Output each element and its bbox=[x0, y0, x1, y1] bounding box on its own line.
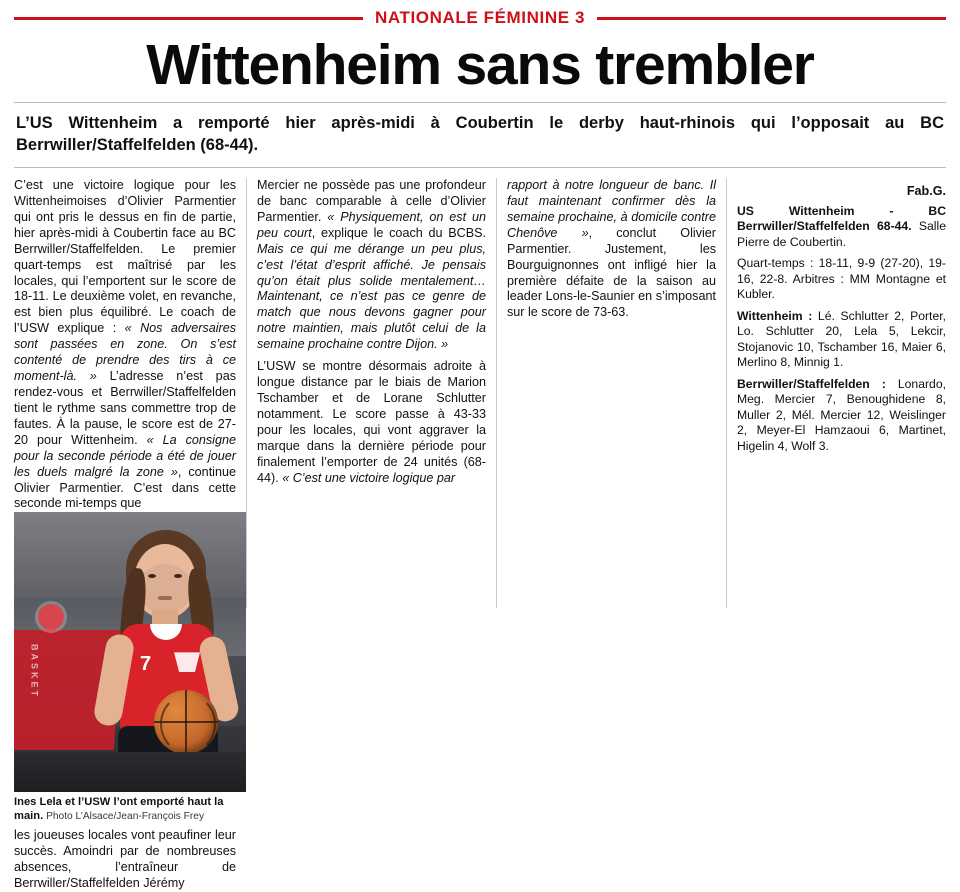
paragraph-2-1 bbox=[257, 178, 486, 353]
player-mouth bbox=[158, 596, 172, 600]
text-3-1: , conclut Olivier Parmentier. Justement, les Bourguignonnes ont infligé hier la première défaite de la saison au leader Lons-le-Saunier en s’imposant sur le score de 73-63. bbox=[507, 225, 716, 320]
quote-1-2: « La consigne pour la seconde période a été de jouer les duels malgré la zone » bbox=[14, 432, 236, 479]
jersey-number: 7 bbox=[140, 653, 152, 676]
boxscore-team-2-players: Lonardo, Meg. Mercier 7, Benoughidene 8, Muller 2, Mél. Mercier 12, Weislinger 2, Meyer-El Hamzaoui 6, Martinet, Higelin 4, Wolf 3. bbox=[737, 376, 946, 453]
article-columns bbox=[14, 178, 946, 890]
boxscore-team-1-label: Wittenheim : bbox=[737, 308, 813, 323]
paragraph-1-2: les joueuses locales vont peaufiner leur succès. Amoindri par de nombreuses absences, l’entraîneur de Berrwiller/Staffelfelden Jérémy bbox=[14, 828, 236, 890]
boxscore-details: Quart-temps : 18-11, 9-9 (27-20), 19-16, 22-8. Arbitres : MM Montagne et Kubler. bbox=[737, 256, 946, 302]
kicker-rule-left bbox=[14, 17, 363, 20]
boxscore bbox=[737, 204, 946, 454]
paragraph-1-1 bbox=[14, 178, 236, 512]
quote-1-1: « Nos adversaires sont passées en zone. On s’est contenté de prendre des tirs à ce moment-là. » bbox=[14, 321, 236, 384]
photo-caption bbox=[14, 796, 246, 824]
page-title: Wittenheim sans trembler bbox=[146, 33, 814, 97]
boxscore-result bbox=[737, 204, 946, 250]
headline-divider bbox=[14, 102, 946, 103]
kicker-label: NATIONALE FÉMININE 3 bbox=[374, 8, 586, 27]
boxscore-team-2-label: Berrwiller/Staffelfelden : bbox=[737, 376, 886, 391]
category-kicker bbox=[14, 8, 946, 28]
boxscore-venue: Salle Pierre de Coubertin. bbox=[737, 219, 946, 249]
quote-3-1: rapport à notre longueur de banc. Il faut maintenant confirmer dès la semaine prochaine, à domicile contre Chenôve » bbox=[507, 178, 716, 240]
quote-2-2: Mais ce qui me dérange un peu plus, c’est l’état d’esprit affiché. Je pensais qu’on était plus solide mentalement… Maintenant, ce n’est pas ce genre de match que nous devons gagner pour notre maintien, mais plutôt celui de la semaine prochaine contre Dijon. » bbox=[257, 241, 486, 352]
boxscore-team-2 bbox=[737, 377, 946, 454]
photo-credit: Photo L’Alsace/Jean-François Frey bbox=[43, 811, 205, 823]
paragraph-3-1 bbox=[507, 178, 716, 321]
court-floor bbox=[14, 752, 246, 792]
player-face-shadow bbox=[138, 564, 192, 614]
kicker-rule-right bbox=[597, 17, 946, 20]
article-signature: Fab.G. bbox=[906, 184, 946, 198]
article-column-2 bbox=[246, 178, 496, 608]
text-2-1: Mercier ne possède pas une profondeur de banc comparable à celle d’Olivier Parmentier. bbox=[257, 178, 486, 224]
photo-caption-text: Ines Lela et l’USW l’ont emporté haut la main. bbox=[14, 796, 224, 823]
text-1-3: , continue Olivier Parmentier. C’est dans cette seconde mi-temps que bbox=[14, 464, 236, 511]
paragraph-2-2 bbox=[257, 359, 486, 486]
boxscore-result-label: US Wittenheim - BC Berrwiller/Staffelfelden 68-44. bbox=[737, 203, 946, 234]
text-2-3: L’USW se montre désormais adroite à longue distance par le biais de Marion Tschamber et de Lorane Schlutter notamment. Le score passe à 43-33 pour les locales, qui vont aggraver la marque dans la dernière période pour finalement l’emporter de 24 unités (68-44). bbox=[257, 359, 486, 485]
standfirst: L’US Wittenheim a remporté hier après-midi à Coubertin le derby haut-rhinois qui l’opposait au BC Berrwiller/Staffelfelden (68-44). bbox=[16, 114, 944, 155]
article-photo bbox=[14, 512, 246, 792]
board-text: BASKET bbox=[29, 644, 40, 700]
quote-2-3: « C’est une victoire logique par bbox=[282, 470, 456, 485]
boxscore-team-1-players: Lé. Schlutter 2, Porter, Lo. Schlutter 20, Lela 5, Lekcir, Stojanovic 10, Tschamber 16, Maier 6, Merlino 8, Minnig 1. bbox=[737, 308, 946, 370]
quote-2-1: « Physiquement, on est un peu court bbox=[257, 209, 486, 240]
boxscore-team-1 bbox=[737, 309, 946, 371]
text-1-2: L’adresse n’est pas rendez-vous et Berrwiller/Staffelfelden tient le rythme sans commettre trop de fautes. À la pause, le score est de 27-20 pour Wittenheim. bbox=[14, 369, 236, 447]
article-column-1 bbox=[14, 178, 246, 890]
text-1-1: C’est une victoire logique pour les Wittenheimoises d’Olivier Parmentier qui ont pris le dessus en fin de partie, hier après-midi à Coubertin face au BC Berrwiller/Staffelfelden. Le premier quart-temps est maîtrisé par les locales, qui l’emportent sur le score de 18-11. Le deuxième volet, en revanche, est bien plus équilibré. Le coach de l’USW explique : bbox=[14, 178, 236, 336]
basketball-seam-arc bbox=[160, 694, 216, 754]
article-column-4 bbox=[726, 178, 946, 608]
text-2-2: , explique le coach du BCBS. bbox=[311, 225, 486, 240]
article-column-3 bbox=[496, 178, 726, 608]
article-photo-block bbox=[14, 512, 246, 824]
standfirst-divider bbox=[14, 167, 946, 168]
